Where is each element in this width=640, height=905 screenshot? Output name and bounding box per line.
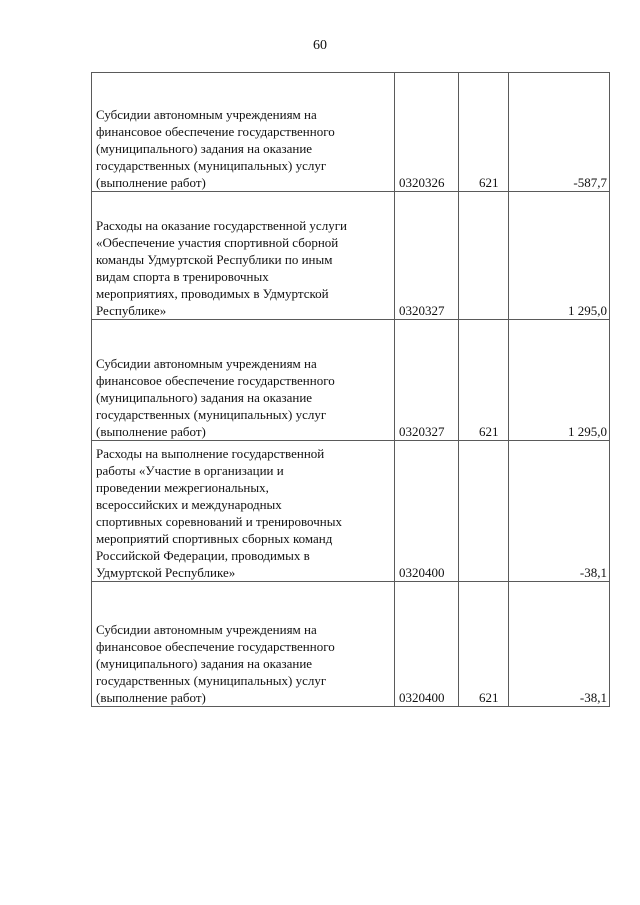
expense-type-cell [459,192,509,320]
table-row [92,320,610,441]
expense-name-cell [92,320,395,441]
expense-name-cell [92,192,395,320]
expense-name: Субсидии автономным учреждениям на финансовое обеспечение государственного (муниципального) задания на оказание государственных (муниципальных) услуг (выполнение работ) [96,622,335,705]
expense-type-cell: 621 [459,582,509,707]
table-row [92,441,610,582]
target-code-cell: 0320327 [395,320,459,441]
target-code-cell: 0320400 [395,582,459,707]
expense-type-cell [459,441,509,582]
expense-name: Расходы на оказание государственной услуги «Обеспечение участия спортивной сборной команды Удмуртской Республики по иным видам спорта в тренировочных мероприятиях, проводимых в Удмуртской Республике» [96,218,347,318]
target-code-cell: 0320327 [395,192,459,320]
amount-cell: 1 295,0 [509,192,610,320]
amount-cell: 1 295,0 [509,320,610,441]
expense-name-cell [92,582,395,707]
page-number: 60 [313,38,327,53]
expense-type-cell: 621 [459,73,509,192]
expense-name: Субсидии автономным учреждениям на финансовое обеспечение государственного (муниципального) задания на оказание государственных (муниципальных) услуг (выполнение работ) [96,107,335,190]
table-row [92,582,610,707]
amount-cell: -587,7 [509,73,610,192]
expense-name: Субсидии автономным учреждениям на финансовое обеспечение государственного (муниципального) задания на оказание государственных (муниципальных) услуг (выполнение работ) [96,356,335,439]
table-row [92,73,610,192]
expense-name-cell [92,441,395,582]
budget-table [91,72,610,707]
table-row [92,192,610,320]
target-code-cell: 0320400 [395,441,459,582]
expense-name-cell [92,73,395,192]
expense-type-cell: 621 [459,320,509,441]
expense-name: Расходы на выполнение государственной работы «Участие в организации и проведении межрегиональных, всероссийских и международных спортивных соревнований и тренировочных мероприятий спортивных сборных команд Российской Федерации, проводимых в Удмуртской Республике» [96,446,342,580]
amount-cell: -38,1 [509,582,610,707]
target-code-cell: 0320326 [395,73,459,192]
amount-cell: -38,1 [509,441,610,582]
